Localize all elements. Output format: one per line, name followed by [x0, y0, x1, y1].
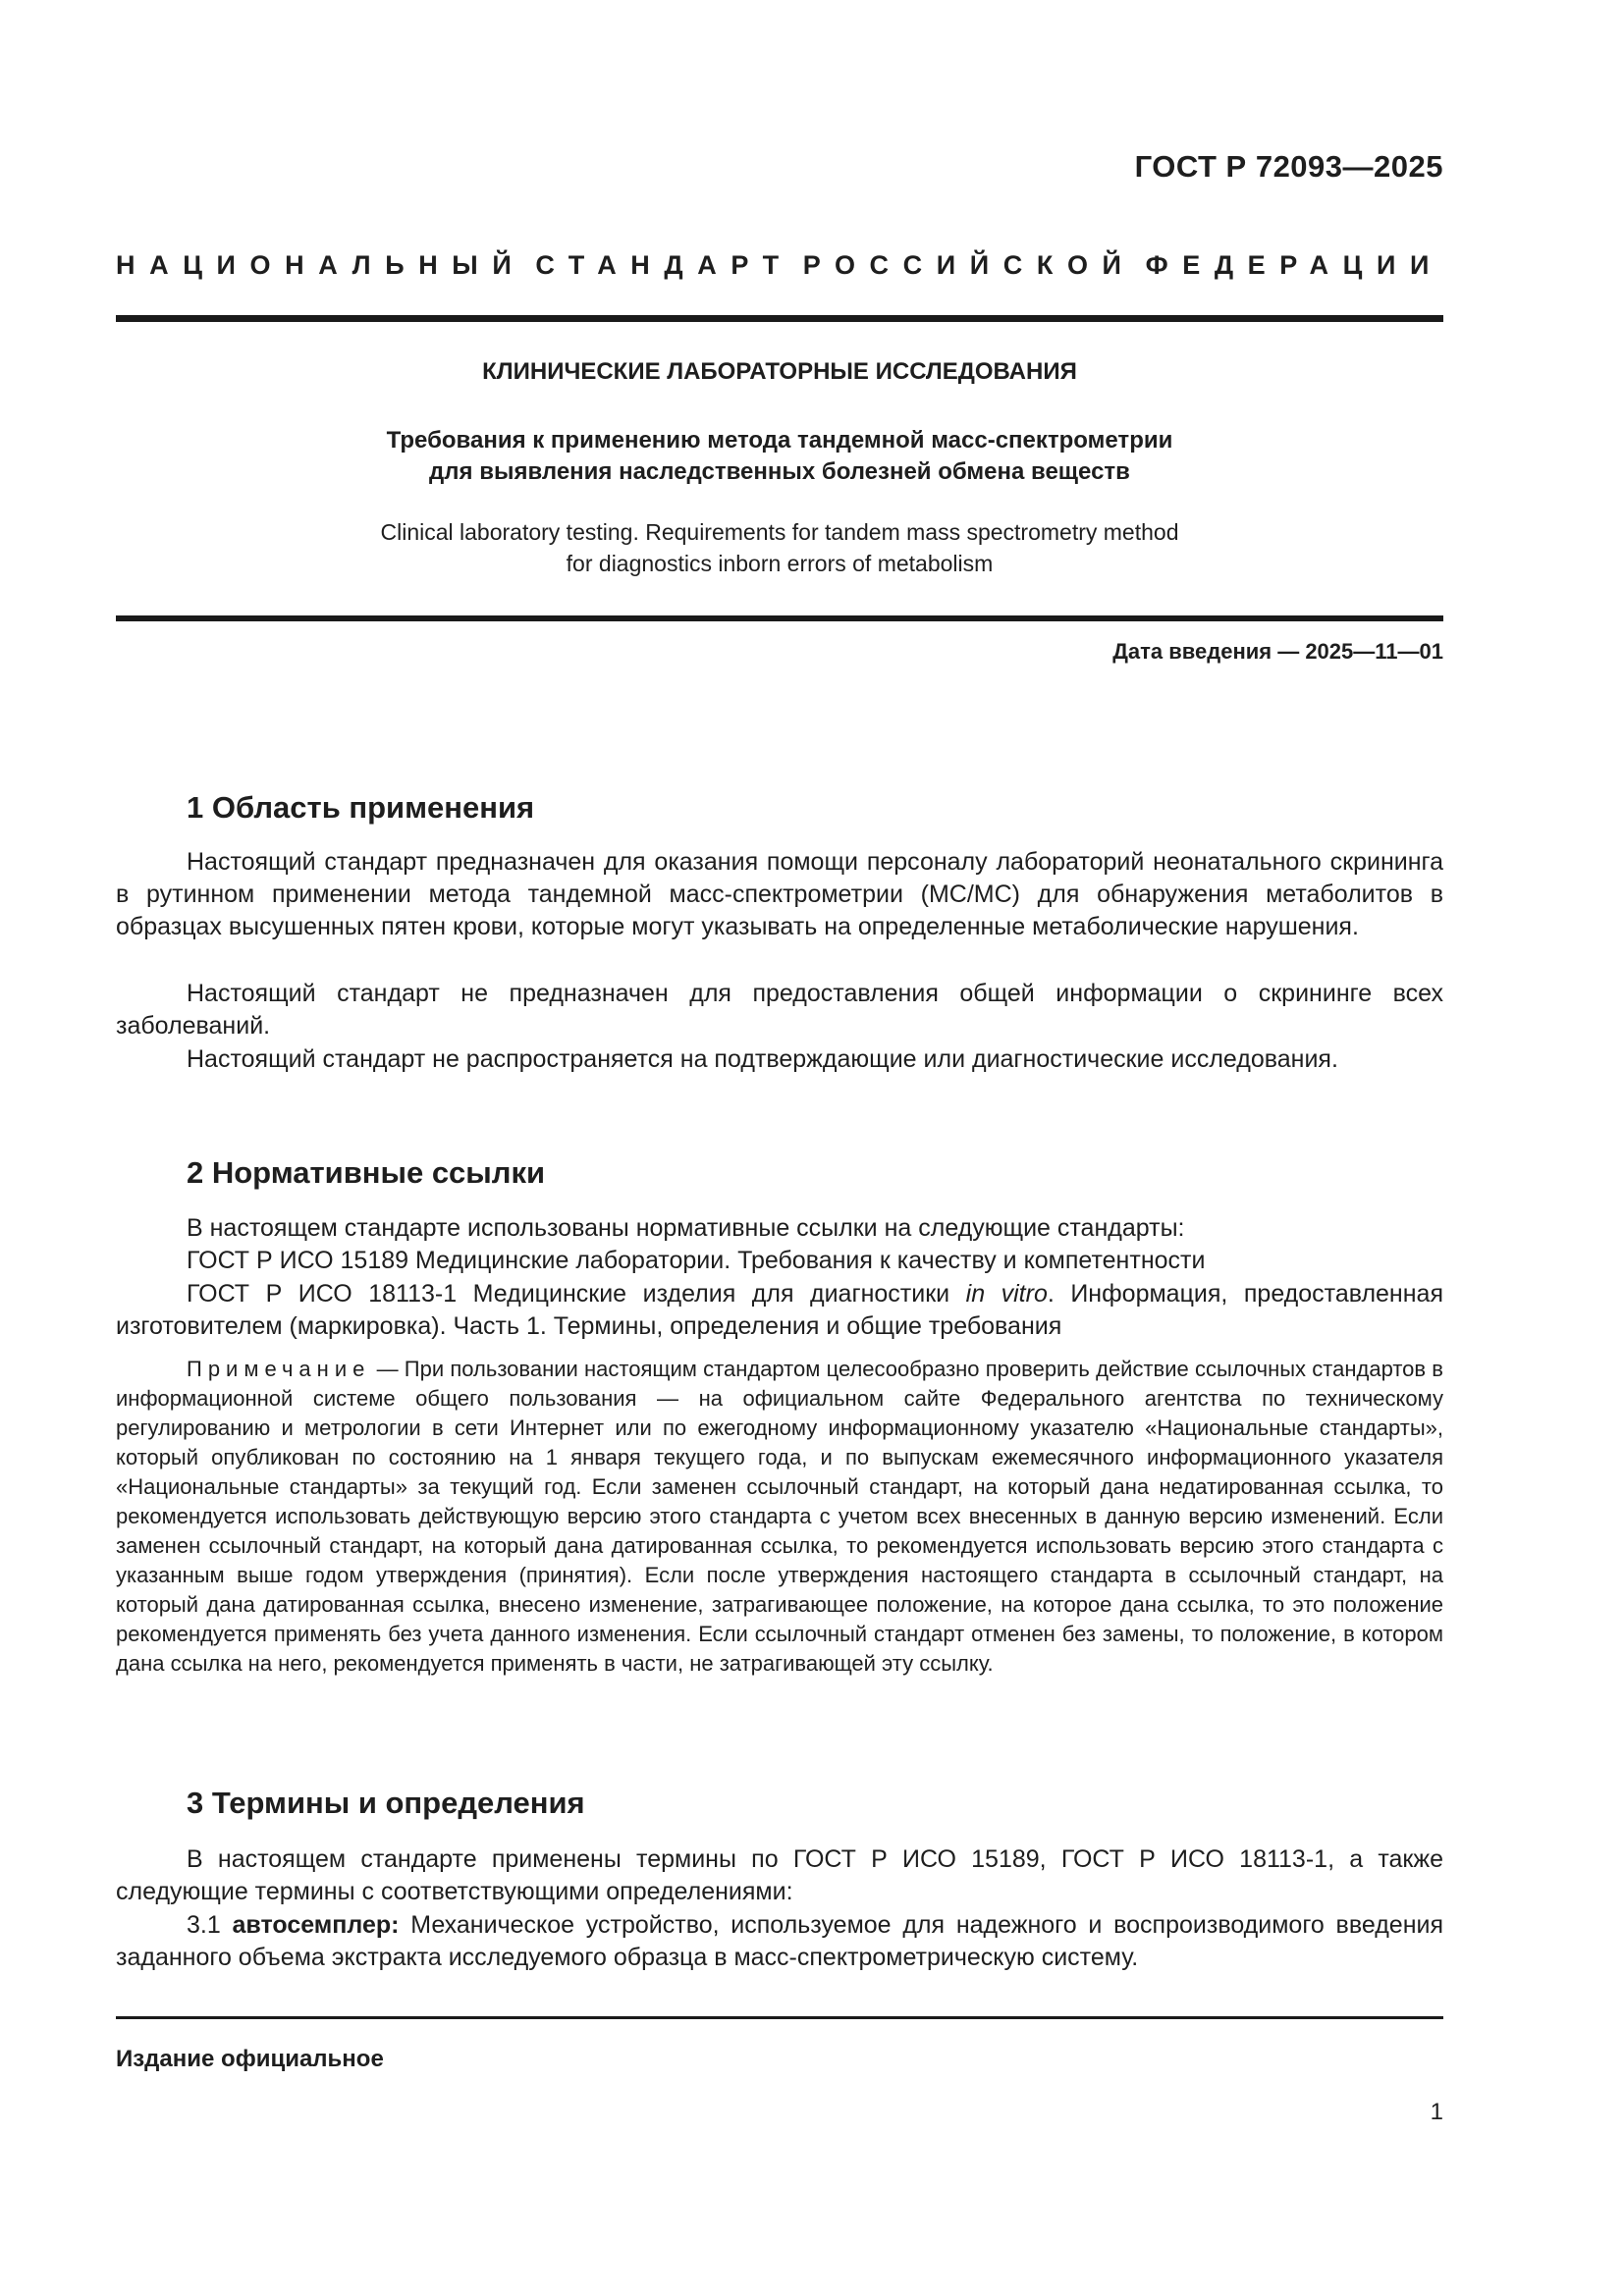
english-title-line-1: Clinical laboratory testing. Requirements for tandem mass spectrometry method: [380, 519, 1179, 545]
document-title: КЛИНИЧЕСКИЕ ЛАБОРАТОРНЫЕ ИССЛЕДОВАНИЯ: [482, 358, 1077, 385]
term-definition: Механическое устройство, используемое для надежного и воспроизводимого введения заданного объема экстракта исследуемого образца в масс-спектрометрическую систему.: [116, 1911, 1443, 1971]
title-divider: [116, 615, 1443, 621]
section-2-heading: 2 Нормативные ссылки: [187, 1155, 546, 1190]
banner-word-3: РОССИЙСКОЙ: [802, 250, 1136, 280]
banner-word-1: НАЦИОНАЛЬНЫЙ: [116, 250, 526, 280]
section-3-heading: 3 Термины и определения: [187, 1786, 585, 1820]
reference-2-italic: in vitro: [965, 1280, 1048, 1308]
subtitle-line-1: Требования к применению метода тандемной масс-спектрометрии: [386, 427, 1173, 454]
section-2-note: [116, 1355, 1443, 1679]
standard-designation: ГОСТ Р 72093—2025: [1134, 149, 1443, 184]
english-title-line-2: for diagnostics inborn errors of metabolism: [566, 551, 994, 576]
term-number: 3.1: [187, 1911, 233, 1939]
section-2-reference-2: [116, 1278, 1443, 1343]
reference-2-part-a: ГОСТ Р ИСО 18113-1 Медицинские изделия для диагностики: [187, 1280, 966, 1308]
official-edition-label: Издание официальное: [116, 2046, 384, 2072]
section-2-paragraph-1: В настоящем стандарте использованы нормативные ссылки на следующие стандарты:: [187, 1214, 1185, 1242]
term-3-1: [116, 1909, 1443, 1974]
introduction-date: Дата введения — 2025—11—01: [1112, 639, 1443, 664]
section-1-heading: 1 Область применения: [187, 790, 535, 825]
subtitle-line-2: для выявления наследственных болезней обмена веществ: [429, 458, 1130, 485]
section-1-paragraph-1: Настоящий стандарт предназначен для оказания помощи персоналу лабораторий неонатального скрининга в рутинном применении метода тандемной масс-спектрометрии (МС/МС) для обнаружения метаболитов в образцах высушенных пятен крови, которые могут указывать на определенные метаболические нарушения.: [116, 848, 1443, 940]
page-number: 1: [1430, 2099, 1443, 2125]
note-label: Примечание: [187, 1357, 371, 1381]
note-text: — При пользовании настоящим стандартом целесообразно проверить действие ссылочных стандартов в информационной системе общего пользования — на официальном сайте Федерального агентства по техническому регулированию и метрологии в сети Интернет или по ежегодному информационному указателю «Национальные стандарты», который опубликован по состоянию на 1 января текущего года, и по выпускам ежемесячного информационного указателя «Национальные стандарты» за текущий год. Если заменен ссылочный стандарт, на который дана недатированная ссылка, то рекомендуется использовать действующую версию этого стандарта с учетом всех внесенных в данную версию изменений. Если заменен ссылочный стандарт, на который дана датированная ссылка, то рекомендуется использовать версию этого стандарта с указанным выше годом утверждения (принятия). Если после утверждения настоящего стандарта в ссылочный стандарт, на который дана датированная ссылка, внесено изменение, затрагивающее положение, на которое дана ссылка, то это положение рекомендуется применять без учета данного изменения. Если ссылочный стандарт отменен без замены, то положение, в котором дана ссылка на него, рекомендуется применять в части, не затрагивающей эту ссылку.: [116, 1357, 1443, 1676]
english-title: [116, 516, 1443, 579]
section-1-paragraph-3: Настоящий стандарт не распространяется на подтверждающие или диагностические исследования.: [187, 1045, 1338, 1073]
term-name: автосемплер:: [232, 1911, 400, 1939]
document-subtitle: [116, 425, 1443, 488]
reference-2-part-b: . Информация, предоставленная изготовителем (маркировка). Часть 1. Термины, определения и общие требования: [116, 1280, 1443, 1340]
section-3-paragraph-1: В настоящем стандарте применены термины по ГОСТ Р ИСО 15189, ГОСТ Р ИСО 18113-1, а также следующие термины с соответствующими определениями:: [116, 1845, 1443, 1905]
section-2-reference-1: ГОСТ Р ИСО 15189 Медицинские лаборатории. Требования к качеству и компетентности: [187, 1247, 1206, 1274]
banner-word-2: СТАНДАРТ: [535, 250, 793, 280]
section-1-paragraph-2: Настоящий стандарт не предназначен для предоставления общей информации о скрининге всех заболеваний.: [116, 980, 1443, 1040]
national-standard-banner: [116, 250, 1443, 281]
header-divider: [116, 315, 1443, 322]
banner-word-4: ФЕДЕРАЦИИ: [1145, 250, 1443, 280]
footer-divider: [116, 2016, 1443, 2019]
